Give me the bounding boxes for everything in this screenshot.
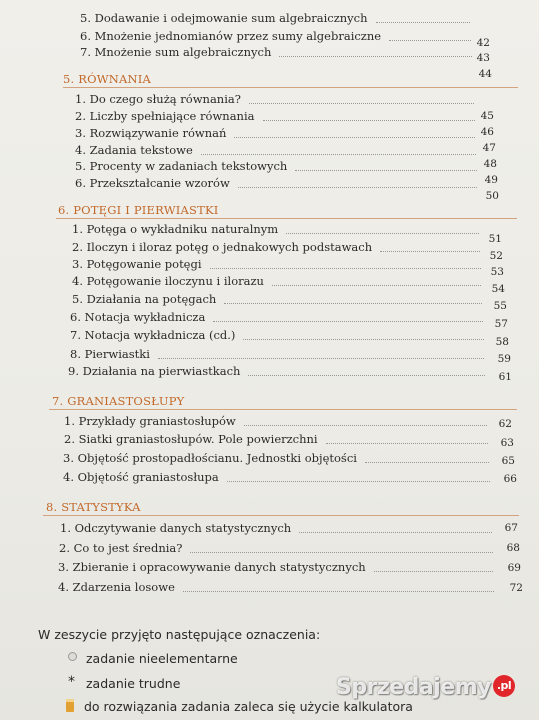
leader-dots [248, 375, 485, 376]
leader-dots [238, 187, 477, 188]
toc-entry[interactable]: 4. Potęgowanie iloczynu i ilorazu [72, 274, 264, 288]
toc-entry[interactable]: 6. Mnożenie jednomianów przez sumy algebraiczne [80, 29, 382, 43]
leader-dots [244, 425, 487, 426]
leader-dots [286, 233, 479, 234]
toc-entry[interactable]: 2. Liczby spełniające równania [75, 109, 255, 123]
page-number: 49 [484, 174, 498, 186]
page-number: 44 [478, 68, 492, 80]
page-number: 45 [480, 110, 494, 122]
legend-item-text: zadanie trudne [86, 676, 181, 691]
leader-dots [227, 481, 490, 482]
watermark-text: Sprzedajemy [336, 675, 491, 700]
page-number: 61 [498, 371, 512, 383]
page-number: 62 [498, 418, 512, 430]
page-number: 48 [483, 158, 497, 170]
toc-entry[interactable]: 1. Przykłady graniastosłupów [64, 414, 236, 428]
section-heading: 7. GRANIASTOSŁUPY [52, 394, 185, 408]
toc-entry[interactable]: 1. Potęga o wykładniku naturalnym [72, 222, 279, 236]
small-circle-icon [68, 652, 77, 661]
leader-dots [365, 462, 489, 463]
leader-dots [190, 552, 493, 553]
page-number: 65 [501, 455, 515, 467]
page-number: 69 [507, 562, 521, 574]
section-heading: 8. STATYSTYKA [46, 500, 141, 514]
toc-entry[interactable]: 9. Działania na pierwiastkach [68, 364, 241, 378]
toc-entry[interactable]: 1. Odczytywanie danych statystycznych [60, 521, 292, 535]
leader-dots [295, 170, 477, 171]
toc-entry[interactable]: 3. Potęgowanie potęgi [72, 257, 202, 271]
leader-dots [326, 443, 488, 444]
page-number: 67 [504, 522, 518, 534]
leader-dots [263, 120, 476, 121]
section-heading: 5. RÓWNANIA [63, 72, 152, 86]
calculator-icon [66, 699, 74, 712]
toc-entry[interactable]: 4. Zdarzenia losowe [58, 580, 175, 594]
leader-dots [234, 137, 475, 138]
legend-item-text: zadanie nieelementarne [86, 651, 238, 666]
toc-entry[interactable]: 3. Objętość prostopadłościanu. Jednostki objętości [63, 451, 357, 465]
toc-entry[interactable]: 2. Iloczyn i iloraz potęg o jednakowych podstawach [72, 240, 373, 254]
page-number: 46 [480, 126, 494, 138]
toc-entry[interactable]: 6. Przekształcanie wzorów [75, 176, 230, 190]
leader-dots [210, 268, 481, 269]
toc-entry[interactable]: 6. Notacja wykładnicza [70, 310, 206, 324]
section-rule [56, 218, 517, 219]
page-number: 59 [497, 353, 511, 365]
toc-entry[interactable]: 7. Notacja wykładnicza (cd.) [70, 328, 236, 342]
page-number: 47 [482, 142, 496, 154]
toc-entry[interactable]: 2. Siatki graniastosłupów. Pole powierzchni [64, 432, 318, 446]
page-number: 72 [509, 582, 523, 594]
leader-dots [389, 40, 471, 41]
page-number: 55 [493, 300, 507, 312]
page-number: 51 [488, 233, 502, 245]
page-number: 63 [500, 437, 514, 449]
page-number: 57 [494, 318, 508, 330]
page-number: 52 [489, 250, 503, 262]
leader-dots [376, 22, 470, 23]
page-number: 42 [476, 37, 490, 49]
watermark-logo [336, 675, 515, 700]
toc-entry[interactable]: 5. Działania na potęgach [72, 292, 217, 306]
page-number: 50 [485, 190, 499, 202]
section-rule [43, 515, 519, 516]
toc-entry[interactable]: 4. Objętość graniastosłupa [63, 470, 219, 484]
asterisk-icon: * [68, 674, 75, 690]
leader-dots [243, 339, 484, 340]
leader-dots [201, 154, 476, 155]
section-heading: 6. POTĘGI I PIERWIASTKI [58, 203, 219, 217]
leader-dots [374, 571, 493, 572]
section-rule [63, 87, 518, 88]
toc-entry[interactable]: 5. Dodawanie i odejmowanie sum algebraicznych [80, 11, 368, 25]
page-number: 68 [506, 542, 520, 554]
page-number: 43 [476, 52, 490, 64]
leader-dots [183, 591, 494, 592]
toc-entry[interactable]: 1. Do czego służą równania? [75, 92, 241, 106]
watermark-badge: .pl [493, 675, 515, 697]
section-rule [49, 409, 517, 410]
legend-intro: W zeszycie przyjęto następujące oznaczenia: [38, 627, 321, 642]
leader-dots [380, 251, 480, 252]
page-number: 58 [495, 336, 509, 348]
legend-item-text: do rozwiązania zadania zaleca się użycie kalkulatora [84, 699, 413, 714]
toc-entry[interactable]: 3. Rozwiązywanie równań [75, 126, 227, 140]
toc-entry[interactable]: 8. Pierwiastki [70, 347, 150, 361]
toc-entry[interactable]: 4. Zadania tekstowe [75, 143, 193, 157]
toc-entry[interactable]: 2. Co to jest średnia? [59, 541, 183, 555]
toc-entry[interactable]: 3. Zbieranie i opracowywanie danych statystycznych [58, 560, 366, 574]
toc-entry[interactable]: 7. Mnożenie sum algebraicznych [80, 45, 272, 59]
leader-dots [299, 532, 492, 533]
leader-dots [213, 321, 483, 322]
page-number: 53 [490, 266, 504, 278]
leader-dots [279, 56, 472, 57]
page-number: 54 [491, 283, 505, 295]
leader-dots [224, 303, 482, 304]
toc-entry[interactable]: 5. Procenty w zadaniach tekstowych [75, 159, 288, 173]
leader-dots [272, 285, 481, 286]
leader-dots [249, 103, 474, 104]
page-number: 66 [503, 473, 517, 485]
leader-dots [158, 358, 484, 359]
